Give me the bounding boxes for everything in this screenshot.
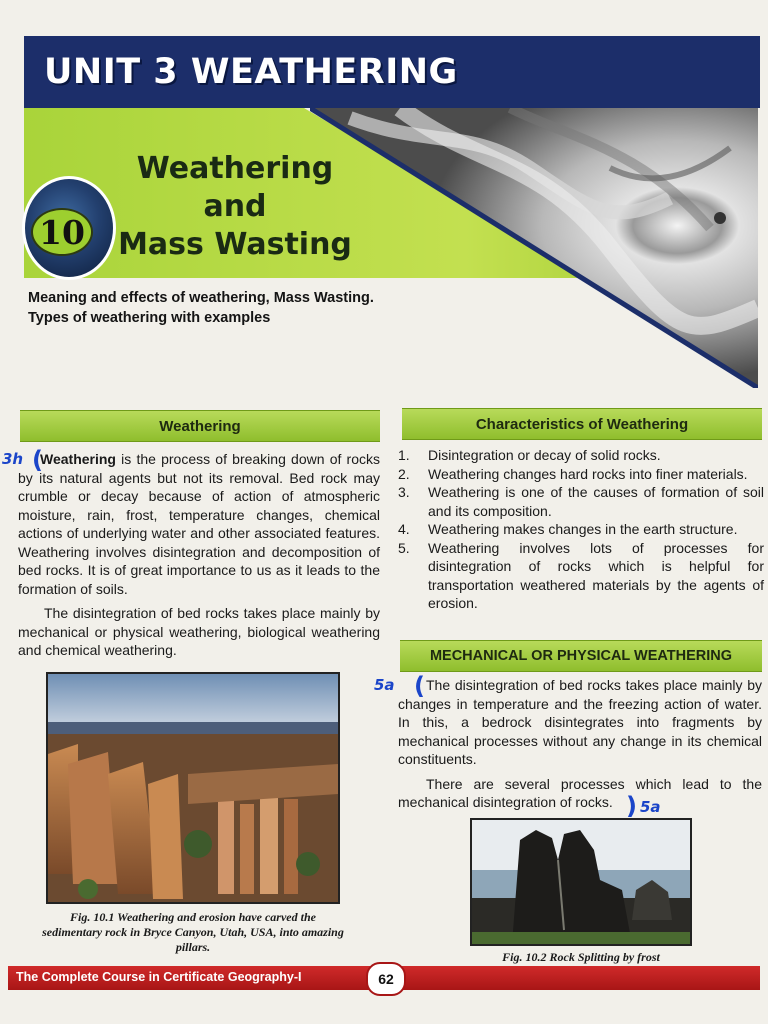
chapter-number: 10 (31, 208, 93, 256)
characteristics-list (398, 446, 764, 613)
chapter-title (110, 150, 360, 264)
chapter-title-line3: Mass Wasting (118, 227, 352, 262)
footer-book-title: The Complete Course in Certificate Geography-I (16, 970, 302, 984)
weathering-definition: is the process of breaking down of rocks by its natural agents but not its removal. Bed rock may crumble or decay because of action of atmospheric moisture, rain, frost, temperature changes, chemical actions of underlying water and other associated features. Weathering involves disintegration and decomposition of bed rocks. It is of great importance to us as it leads to the formation of soils. (18, 451, 380, 597)
chapter-intro (28, 288, 448, 328)
weathering-text (18, 450, 380, 666)
storm-satellite-photo (310, 108, 758, 388)
figure-1-caption: Fig. 10.1 Weathering and erosion have carved the sedimentary rock in Bryce Canyon, Utah, USA, into amazing pillars. (42, 910, 344, 954)
chapter-title-line1: Weathering (136, 151, 334, 186)
weathering-term: Weathering (40, 451, 116, 467)
list-item: 1. Disintegration or decay of solid rocks. (398, 447, 661, 463)
intro-line1: Meaning and effects of weathering, Mass Wasting. (28, 290, 374, 306)
mechanical-text (398, 676, 762, 818)
section-heading-characteristics: Characteristics of Weathering (402, 408, 762, 440)
intro-line2: Types of weathering with examples (28, 310, 271, 326)
figure-rock-splitting (470, 818, 692, 946)
list-item: 4. Weathering makes changes in the earth structure. (398, 521, 738, 537)
chapter-title-line2: and (203, 189, 267, 224)
handwritten-note-5a: 5a (374, 676, 395, 694)
handwritten-bracket-close: ) (626, 792, 637, 820)
section-heading-mechanical: MECHANICAL OR PHYSICAL WEATHERING (400, 640, 762, 672)
handwritten-note-3h: 3h (2, 450, 24, 468)
figure-bryce-canyon (46, 672, 340, 904)
unit-title: UNIT 3 WEATHERING (44, 52, 458, 92)
handwritten-note-5a: 5a (640, 798, 661, 816)
mechanical-paragraph-2: There are several processes which lead to the mechanical disintegration of rocks. (398, 775, 762, 810)
list-item: 2. Weathering changes hard rocks into finer materials. (398, 465, 748, 482)
handwritten-bracket-open: ( (32, 446, 43, 474)
figure-2-caption: Fig. 10.2 Rock Splitting by frost (502, 950, 660, 964)
list-item: 3. Weathering is one of the causes of formation of soil and its composition. (398, 484, 764, 519)
weathering-paragraph-1 (18, 450, 380, 598)
handwritten-bracket-open: ( (414, 672, 425, 700)
mechanical-paragraph-1: The disintegration of bed rocks takes place mainly by changes in temperature and the freezing action of water. In this, a bedrock disintegrates into fragments by mechanical processes without any change in its chemical constituents. (398, 677, 762, 767)
section-heading-weathering: Weathering (20, 410, 380, 442)
weathering-paragraph-2: The disintegration of bed rocks takes place mainly by mechanical or physical weathering, biological weathering and chemical weathering. (18, 605, 380, 658)
list-item: 5. Weathering involves lots of processes for disintegration of rocks which is helpful for transportation weathered materials by the agents of erosion. (398, 539, 764, 611)
page-number: 62 (366, 962, 406, 996)
